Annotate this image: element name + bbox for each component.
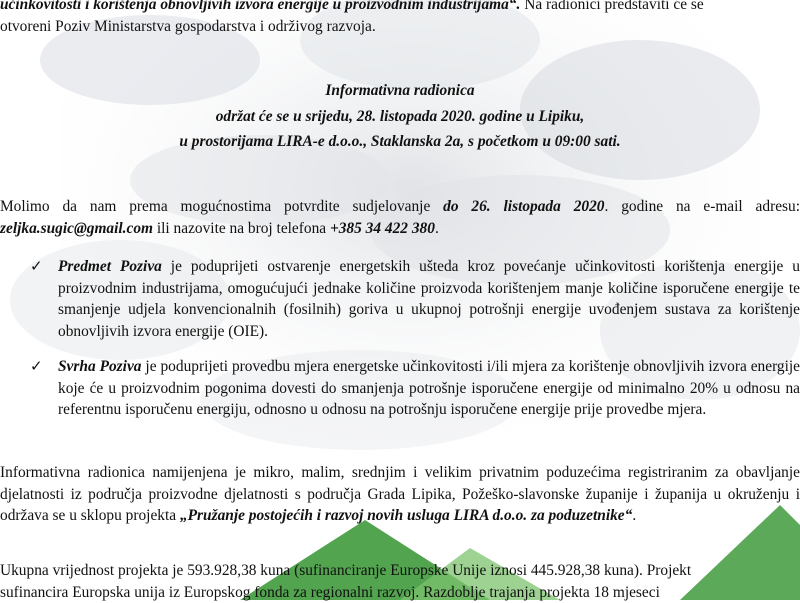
event-date-line: održat će se u srijedu, 28. listopada 2020. godine u Lipiku,	[215, 107, 585, 125]
bullet-item-purpose	[30, 356, 800, 421]
rsvp-phone[interactable]: +385 34 422 380	[329, 219, 435, 237]
rsvp-text-3: ili nazovite na broj telefona	[153, 219, 330, 237]
target-paragraph	[0, 462, 800, 527]
target-end: .	[632, 507, 637, 524]
rsvp-text-4: .	[434, 219, 439, 237]
target-text: Informativna radionica namijenjena je mikro, malim, srednjim i velikim privatnim poduzećima registriranim za obavljanje djelatnosti iz područja proizvodne djelatnosti s područja Grada Lipika, Požeško-slavonske županije i županija u okruženju i održava se u sklopu projekta	[0, 464, 800, 524]
funding-line-2: sufinancira Europska unija iz Europskog fonda za regionalni razvoj. Razdoblje trajanja projekta 18 mjeseci	[0, 583, 660, 601]
intro-bold-text: učinkovitosti i korištenja obnovljivih izvora energije u proizvodnim industrijama“.	[0, 0, 521, 13]
intro-line-2: otvoreni Poziv Ministarstva gospodarstva i održivog razvoja.	[0, 17, 376, 35]
rsvp-paragraph	[0, 196, 800, 239]
bullet-term: Svrha Poziva	[58, 358, 142, 375]
rsvp-deadline: do 26. listopada 2020	[443, 198, 605, 215]
intro-paragraph	[0, 0, 800, 37]
bullet-text: je poduprijeti provedbu mjera energetske učinkovitosti i/ili mjera za korištenje obnovljivih izvora energije koje će u proizvodnim pogonima dovesti do smanjenja potrošnje isporučene energije od minimalno 20% u odnosu na referentnu isporučenu energiju, odnosno u odnosu na potrošnju isporučene energije prije provedbe mjera.	[58, 358, 800, 418]
project-name: „Pružanje postojećih i razvoj novih usluga LIRA d.o.o. za poduzetnike“	[179, 507, 633, 524]
bullet-term: Predmet Poziva	[58, 258, 162, 275]
event-location-line: u prostorijama LIRA-e d.o.o., Staklanska 2a, s početkom u 09:00 sati.	[179, 133, 621, 150]
funding-paragraph	[0, 560, 800, 603]
checkmark-icon: ✓	[30, 257, 43, 275]
event-announcement	[0, 78, 800, 155]
bullet-item-subject	[30, 256, 800, 342]
rsvp-text-2: . godine na e-mail adresu:	[604, 198, 800, 215]
bullet-text: je poduprijeti ostvarenje energetskih ušteda kroz povećanje učinkovitosti korištenja energije u proizvodnim industrijama, omogućujući jednake količine proizvoda korištenjem manje količine isporučene energije te smanjenje udjela konvencionalnih (fosilnih) goriva u ukupnoj potrošnji energije uvođenjem sustava za korištenje obnovljivih izvora energije (OIE).	[58, 258, 800, 340]
checkmark-icon: ✓	[30, 357, 43, 375]
rsvp-text-1: Molimo da nam prema mogućnostima potvrdite sudjelovanje	[0, 198, 444, 215]
rsvp-email[interactable]: zeljka.sugic@gmail.com	[0, 219, 154, 237]
event-title: Informativna radionica	[325, 82, 475, 99]
funding-line-1: Ukupna vrijednost projekta je 593.928,38 kuna (sufinanciranje Europske Unije iznosi 445.928,38 kuna). Projekt	[0, 562, 692, 579]
intro-text: Na radionici predstaviti će se	[520, 0, 704, 13]
